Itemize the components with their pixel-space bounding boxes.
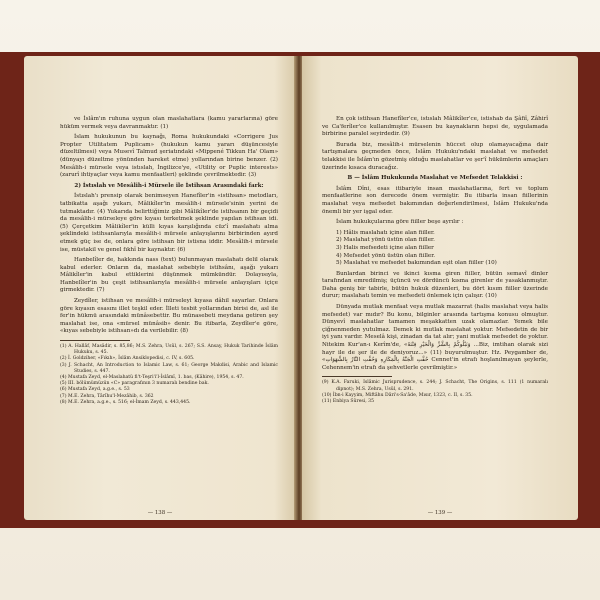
list [336,230,548,268]
footnote: (9) K.A. Faruki, Islâmic Jurisprudence, s. 244; J. Schacht, The Origins, s. 111 (1 numaralı dipnot); M.S. Zehra, Usûl, s. 291. [322,380,548,392]
footnote: (2) İ. Goldziher, «Fıkıh», İslâm Ansiklopedisi, c. IV, s. 605. [60,356,195,362]
paragraph: İstıslah'ı prensip olarak benimseyen Hanefîler'in «istihsan» metodları, tatbikatta aşağı yukarı, Mâlikîler'in mesâlih-i mürsele'sinin yerini de tutmaktadır. (4) Yukarıda belirttiğimiz gibi Mâlikîler'de istihsanın bir geçidi da mesâlih-i mürseleye göre kıyası terketmek şeklinde yapılan istihsan idi. (5) Çerçetkim Mâlikîler'in külli kıyas karşılığında cüz'î maslahatı alma şeklindeki istihsanlarıyla mesâlih-i mürsele anlayışlarını birbirinden ayırd etmek güç ise de, onlara göre istihsan bir istisna iddir. Mesâlih-i mürsele ise, müstakil ve genel fıkhî bir kaynaktır. (6) [60,193,278,253]
footnote-divider [322,376,392,377]
footnote: (7) M.E. Zehra, Târîhu'l-Mezâhib, s. 362 [60,393,154,399]
paragraph: Burada biz, mesâlih-i mürselenin hüccet olup olamayacağına dair tartışmalara geçmeden önce, İslâm Hukuku'ndaki maslahat ve mefsedet telakkisi ile İslâm'ın gözetmiş olduğu maslahatlar ve şer'î hükümlerin amaçları üzerinde kısaca duracağız. [322,141,548,171]
footnote: (1) A. Hallâf, Masâdir, s. 85,86; M.S. Zehra, Usûl, s. 267; S.S. Ansay, Hukuk Tarihinde İslâm Hukuku, s. 45. [60,344,278,356]
paragraph: İslam hukukunun bu kaynağı, Roma hukukundaki «Corrigere Jus Propter Utilitatem Puplicam» (hukukun kamu yararı düşüncesiyle düzeltilmesi) veya Musevî Talmud şeriatındaki «Mippené Tikkun Ha' Olam» (dünyayı düzeltme yönünden hareket etme) yollarından birine benzer. (2) Mesâlih-i mürsele veya istıslah, İngilizce'ye, «Utility or Puplic interests» (zarurî ihtiyaçlar veya kamu menfaatleri) şeklinde çevrilmektedir. (3) [60,134,278,179]
list-item: 4) Mefsedet yönü üstün olan fiiller. [336,252,436,259]
list-item: 2) Maslahat yönü üstün olan fiiller. [336,237,435,244]
section-heading: 2) İstıslah ve Mesâlih-i Mürsele ile İstihsan Arasındaki fark: [74,182,264,189]
list-item: 3) Halis mefsedeti içine alan fiiller [336,244,434,251]
footnote: (5) III. bölümümüzün «C» paragrafının 3 numaralı bendine bak. [60,381,209,387]
paragraph: Dünyada mutlak menfaat veya mutlak mazarrat (halis maslahat veya halis mefsedet) var mıdır? Bu konu, bilginler arasında tartışma konusu olmuştur. Dünyevî maslahatlar tamamen meşakkatten uzak olamazlar. Yemek bile çiğnenmeden yutulmaz. Demek ki mutlak maslahat yoktur. Mefsedetin de bir iyi yanı vardır. Meselâ kişi, zinadan da tat alır; yani mutlak mefsedet de yoktur. Nitekim Kur'an-ı Kerîm'de, «وَنَبْلُوكُمْ بِالشَّرِّ وَالْخَيْرِ فِتْنَةً ...Biz, imtihan olarak sizi hayr ile de şer ile de deniyoruz...» (11) buyurulmuştur. Hz. Peygamber de, «حُفَّتِ الْجَنَّةُ بِالْمَكَارِهِ وَحُفَّتِ النَّارُ بِالشَّهَوَاتِ Cennet'in etrafı hoşlanılmayan şeylerle, Cehennem'in etrafı da şehvetlerle çevrilmiştir.» [322,304,549,371]
page-number: — 138 — [147,510,173,516]
paragraph: Hanbelîler de, hakkında nass (text) bulunmayan maslahatı delil olarak kabul ederler. Onların da, maslahat sebebiyle istihsânı, aşağı yukarı Mâlikîler'in kabul ettiklerini düşünmek mümkündür. Dolayısıyla, Hanbelîler'in bu çeşit istihsanlarıyla mesâlih-i mürsele anlayışları içiçe girmektedir. (7) [60,257,278,294]
paragraph: ve İslâm'ın ruhuna uygun olan maslahatlara (kamu yararlarına) göre hüküm vermek veya davranmaktır. (1) [60,116,278,130]
right-page [302,56,578,520]
paragraph: Bunlardan birinci ve ikinci kısma giren fiiller, bütün semavî dinler tarafından emredilmiş; üçüncü ve dördüncü kısma girenler de yasaklanmıştır. Daha geniş bir tabirle, bütün hukuk düzenleri, bu dört kısım fiiller üzerinde durur; maslahatı temin ve mefsedeti önlemek için çalışır. (10) [322,270,548,300]
paragraph: Zeydîler, istihsan ve mesâlih-i mürseleyi kıyasa dâhil sayarlar. Onlara göre kıyasın esasını illet teşkil eder. İlleti tesbit yollarından birisi de, asl ile fer'in hükmü arasındaki münâsebettir. Bu münasebeti meydana getiren şey maslahat ise, ona «mürsel münâsib» denir. Bu itibarla, Zeydîler'e göre, «kıyas sebebiyle istihsan»dı da verilebilir. (8) [60,298,278,335]
footnote: (10) İbn-i Kayyim, Miftâhu Dâri's-Sa'âde, Mısır, 1323, c. II, s. 35. [322,392,473,398]
paragraph: İslâm Dîni, esas itibariyle insan maslahatlarına, fert ve toplum menfaatlerine son derecede önem vermiştir. Bu itibarla insan fiillerinin maslahat veya mefsedet bakımından değerlendirilmesi, İslâm Hukuku'nda önemli bir yer işgal eder. [322,185,548,215]
footnote: (8) M.E. Zehra, a.g.e., s. 516; el-İmam Zeyd, s. 443,445. [60,399,191,405]
paragraph: İslam hukukçularına göre fiiller beşe ayrılır : [336,219,464,226]
footnote-divider [60,340,130,341]
footnote: (3) J. Schacht, An Introduction to Islamic Law, s. 61; George Makdisi, Arabic and Islamic Studies, s. 447. [60,362,278,374]
footnote: (4) Mustafa Zeyd, el-Maslahatü fi't-Teşri'i'l-İslâmî, 1. bas, (Kâhire), 1954, s. 47. [60,375,244,381]
list-item: 1) Hâlis maslahatı içine alan fiiller. [336,229,435,236]
footnote: (11) Enbiya Sûresi, 35 [322,399,375,405]
left-page [24,56,296,520]
right-page-text [322,116,548,405]
page-number: — 139 — [427,510,453,516]
paragraph: En çok istihsan Hanefîler'ce, istıslah Mâlikîler'ce, istishab da Şâfiî, Zâhirî ve Ca'ferîler'ce kullanılmıştır. Esasen bu kaynakların hepsi de, uygulamada birbirine paralel seyirdedir. (9) [322,116,548,138]
left-page-text [60,116,278,406]
list-item: 5) Maslahat ve mefsedet bakımından eşit olan fiiller (10) [336,260,497,267]
footnote: (6) Mustafa Zeyd, a.g.e., s. 53 [60,387,130,393]
section-heading: B — İslâm Hukukunda Maslahat ve Mefsedet Telakkisi : [347,175,523,182]
